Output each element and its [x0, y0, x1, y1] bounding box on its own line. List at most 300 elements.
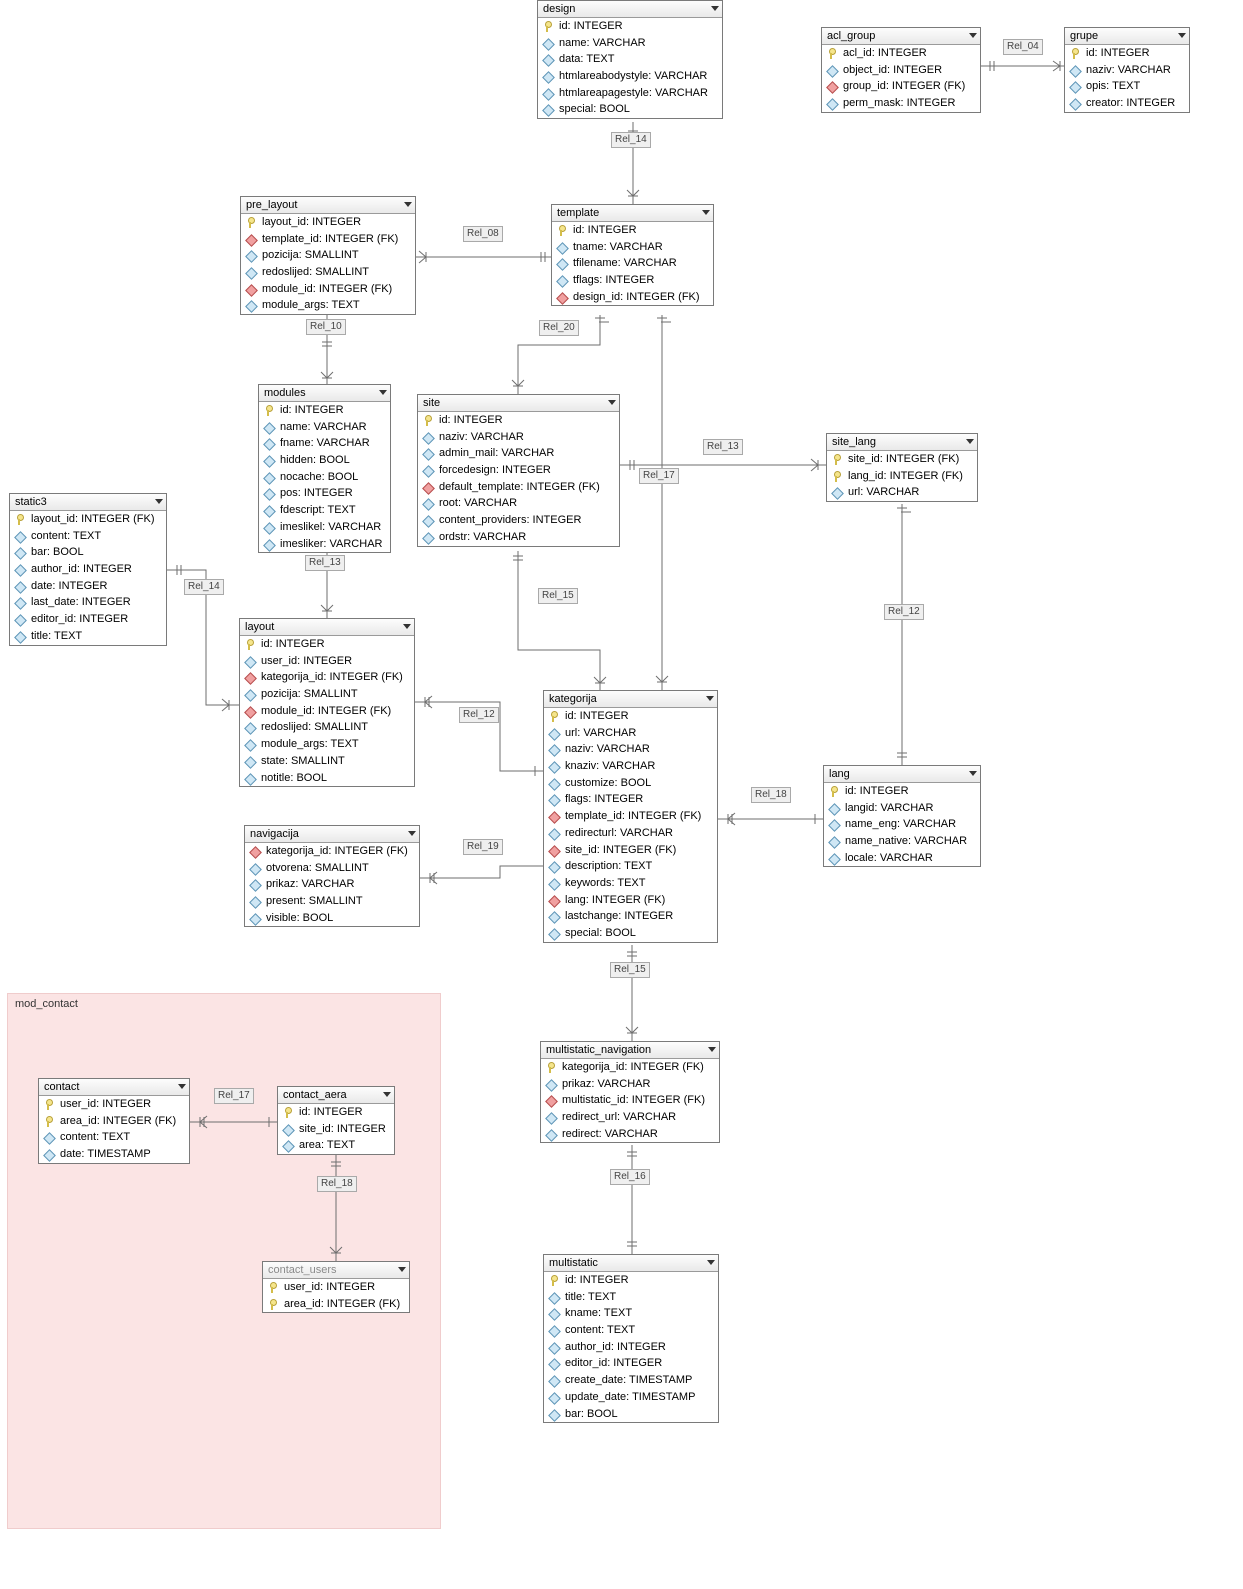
attribute-row — [1065, 78, 1189, 95]
attribute-row — [541, 1092, 719, 1109]
attribute-row — [259, 419, 390, 436]
entity-contact[interactable] — [38, 1078, 190, 1164]
attribute-row — [240, 703, 414, 720]
attribute-label: id: INTEGER — [845, 785, 909, 797]
entity-title-template — [552, 205, 713, 222]
attribute-label: hidden: BOOL — [280, 454, 350, 467]
attribute-label: id: INTEGER — [565, 1274, 629, 1286]
attribute-row — [544, 1355, 718, 1372]
attribute-label: naziv: VARCHAR — [565, 743, 650, 756]
column-icon — [14, 548, 27, 561]
column-icon — [263, 489, 276, 502]
column-icon — [14, 598, 27, 611]
attribute-row — [10, 528, 166, 545]
column-icon — [1069, 82, 1082, 95]
attribute-label: create_date: TIMESTAMP — [565, 1374, 693, 1387]
column-icon — [826, 65, 839, 78]
attribute-label: user_id: INTEGER — [60, 1098, 152, 1110]
rel-label-rel14-static3-layout: Rel_14 — [184, 579, 224, 595]
attribute-label: last_date: INTEGER — [31, 596, 131, 609]
attribute-label: pozicija: SMALLINT — [262, 249, 359, 262]
column-icon — [14, 564, 27, 577]
chevron-down-icon[interactable] — [398, 1267, 406, 1272]
column-icon — [282, 1124, 295, 1137]
entity-contact_aera[interactable] — [277, 1086, 395, 1155]
attribute-label: site_id: INTEGER (FK) — [848, 453, 960, 465]
key-icon — [546, 1062, 555, 1073]
column-icon — [548, 1309, 561, 1322]
attribute-label: creator: INTEGER — [1086, 97, 1176, 110]
entity-title-kategorija — [544, 691, 717, 708]
attribute-label: url: VARCHAR — [848, 486, 920, 499]
attribute-row — [544, 725, 717, 742]
entity-template[interactable] — [551, 204, 714, 306]
attribute-label: editor_id: INTEGER — [565, 1357, 663, 1370]
attribute-label: fdescript: TEXT — [280, 504, 356, 517]
column-icon — [245, 267, 258, 280]
attribute-row — [10, 544, 166, 561]
column-icon — [263, 539, 276, 552]
column-icon — [548, 1325, 561, 1338]
attribute-row — [245, 876, 419, 893]
attribute-row — [544, 908, 717, 925]
attribute-label: pozicija: SMALLINT — [261, 688, 358, 701]
column-icon — [828, 836, 841, 849]
chevron-down-icon[interactable] — [1178, 33, 1186, 38]
attribute-label: kategorija_id: INTEGER (FK) — [562, 1061, 704, 1073]
attribute-row — [418, 495, 619, 512]
entity-title-contact_users — [263, 1262, 409, 1279]
attribute-label: tflags: INTEGER — [573, 274, 655, 287]
attribute-row — [552, 255, 713, 272]
attribute-label: naziv: VARCHAR — [1086, 63, 1171, 76]
attribute-label: lastchange: INTEGER — [565, 910, 674, 923]
chevron-down-icon[interactable] — [706, 696, 714, 701]
attribute-row — [552, 289, 713, 306]
attribute-label: area: TEXT — [299, 1139, 356, 1152]
entity-name: pre_layout — [246, 199, 298, 211]
attribute-label: fname: VARCHAR — [280, 437, 370, 450]
attribute-row — [544, 1389, 718, 1406]
attribute-row — [1065, 95, 1189, 112]
key-icon — [44, 1099, 53, 1110]
key-icon — [423, 415, 432, 426]
column-icon — [548, 745, 561, 758]
attribute-row — [827, 468, 977, 485]
attribute-row — [259, 469, 390, 486]
column-icon — [556, 275, 569, 288]
attribute-label: name_native: VARCHAR — [845, 835, 968, 848]
attribute-label: redoslijed: SMALLINT — [262, 266, 369, 279]
attribute-label: langid: VARCHAR — [845, 801, 934, 814]
attribute-label: description: TEXT — [565, 860, 653, 873]
attribute-row — [10, 561, 166, 578]
entity-multistatic_navigation[interactable] — [540, 1041, 720, 1143]
column-icon — [542, 38, 555, 51]
entity-static3[interactable] — [9, 493, 167, 646]
attribute-label: notitle: BOOL — [261, 771, 328, 784]
entity-title-modules — [259, 385, 390, 402]
attribute-row — [544, 925, 717, 942]
attribute-row — [544, 1406, 718, 1423]
attribute-row — [10, 578, 166, 595]
column-icon — [263, 505, 276, 518]
chevron-down-icon[interactable] — [969, 33, 977, 38]
attribute-label: flags: INTEGER — [565, 793, 644, 806]
attribute-row — [822, 78, 980, 95]
rel-label-rel15-site-kategorija: Rel_15 — [538, 588, 578, 604]
column-icon — [548, 761, 561, 774]
key-icon — [832, 471, 841, 482]
entity-layout[interactable] — [239, 618, 415, 787]
attribute-row — [240, 719, 414, 736]
attribute-label: layout_id: INTEGER — [262, 216, 362, 228]
chevron-down-icon[interactable] — [708, 1047, 716, 1052]
attribute-row — [544, 741, 717, 758]
attribute-label: lang_id: INTEGER (FK) — [848, 469, 963, 482]
column-icon — [545, 1129, 558, 1142]
chevron-down-icon[interactable] — [969, 771, 977, 776]
entity-title-contact_aera — [278, 1087, 394, 1104]
column-icon — [245, 301, 258, 314]
entity-design[interactable] — [537, 0, 723, 119]
entity-name: lang — [829, 768, 850, 780]
attribute-label: special: BOOL — [565, 926, 636, 939]
attribute-label: name: VARCHAR — [280, 420, 367, 433]
column-icon — [548, 728, 561, 741]
attribute-label: object_id: INTEGER — [843, 63, 943, 76]
entity-site[interactable] — [417, 394, 620, 547]
key-icon — [549, 711, 558, 722]
attribute-row — [538, 18, 722, 35]
chevron-down-icon[interactable] — [403, 624, 411, 629]
attribute-label: name_eng: VARCHAR — [845, 818, 957, 831]
column-icon — [1069, 98, 1082, 111]
attribute-label: site_id: INTEGER — [299, 1122, 386, 1135]
attribute-row — [822, 62, 980, 79]
attribute-label: user_id: INTEGER — [284, 1281, 376, 1293]
attribute-label: state: SMALLINT — [261, 754, 345, 767]
chevron-down-icon[interactable] — [608, 400, 616, 405]
chevron-down-icon[interactable] — [178, 1084, 186, 1089]
attribute-row — [1065, 45, 1189, 62]
attribute-row — [240, 753, 414, 770]
attribute-label: id: INTEGER — [280, 404, 344, 416]
entity-title-site_lang — [827, 434, 977, 451]
column-icon — [422, 449, 435, 462]
entity-name: contact_aera — [283, 1089, 347, 1101]
attribute-label: default_template: INTEGER (FK) — [439, 480, 600, 493]
chevron-down-icon[interactable] — [966, 439, 974, 444]
attribute-label: opis: TEXT — [1086, 80, 1141, 93]
attribute-label: locale: VARCHAR — [845, 851, 933, 864]
column-icon — [14, 531, 27, 544]
column-icon — [545, 1112, 558, 1125]
entity-multistatic[interactable] — [543, 1254, 719, 1423]
key-icon — [44, 1116, 53, 1127]
attribute-row — [824, 800, 980, 817]
column-icon — [548, 1392, 561, 1405]
rel-label-rel15-kategorija-msnav: Rel_15 — [610, 962, 650, 978]
entity-name: site — [423, 397, 441, 409]
column-icon — [244, 723, 257, 736]
attribute-label: redirect_url: VARCHAR — [562, 1111, 677, 1124]
attribute-label: kategorija_id: INTEGER (FK) — [261, 671, 403, 684]
entity-name: static3 — [15, 496, 47, 508]
attribute-row — [824, 833, 980, 850]
attribute-row — [278, 1137, 394, 1154]
entity-kategorija[interactable] — [543, 690, 718, 943]
chevron-down-icon[interactable] — [711, 6, 719, 11]
attribute-label: multistatic_id: INTEGER (FK) — [562, 1094, 706, 1107]
rel-label-rel08: Rel_08 — [463, 226, 503, 242]
attribute-row — [240, 653, 414, 670]
key-icon — [283, 1107, 292, 1118]
attribute-label: redirect: VARCHAR — [562, 1127, 658, 1140]
attribute-row — [544, 892, 717, 909]
attribute-row — [241, 264, 415, 281]
column-icon — [548, 1359, 561, 1372]
entity-name: grupe — [1070, 30, 1099, 42]
attribute-row — [544, 858, 717, 875]
attribute-label: admin_mail: VARCHAR — [439, 447, 555, 460]
attribute-label: module_args: TEXT — [261, 738, 359, 751]
key-icon — [832, 454, 841, 465]
attribute-label: visible: BOOL — [266, 911, 334, 924]
attribute-label: redoslijed: SMALLINT — [261, 721, 368, 734]
entity-title-lang — [824, 766, 980, 783]
entity-name: template — [557, 207, 600, 219]
column-icon — [542, 71, 555, 84]
entity-grupe[interactable] — [1064, 27, 1190, 113]
column-icon — [249, 913, 262, 926]
foreign-key-icon — [244, 673, 257, 686]
attribute-row — [241, 247, 415, 264]
key-icon — [268, 1299, 277, 1310]
attribute-row — [544, 708, 717, 725]
column-icon — [545, 1079, 558, 1092]
rel-label-rel13-modules-layout: Rel_13 — [305, 555, 345, 571]
foreign-key-icon — [548, 811, 561, 824]
attribute-row — [240, 669, 414, 686]
entity-navigacija[interactable] — [244, 825, 420, 927]
key-icon — [829, 786, 838, 797]
attribute-row — [39, 1129, 189, 1146]
foreign-key-icon — [422, 482, 435, 495]
column-icon — [43, 1133, 56, 1146]
column-icon — [422, 515, 435, 528]
attribute-label: bar: BOOL — [565, 1407, 618, 1420]
column-icon — [422, 532, 435, 545]
column-icon — [542, 105, 555, 118]
attribute-label: htmlareabodystyle: VARCHAR — [559, 70, 708, 83]
attribute-label: update_date: TIMESTAMP — [565, 1390, 696, 1403]
entity-title-contact — [39, 1079, 189, 1096]
attribute-row — [822, 95, 980, 112]
attribute-label: title: TEXT — [31, 629, 83, 642]
attribute-row — [278, 1121, 394, 1138]
column-icon — [263, 472, 276, 485]
rel-label-rel10: Rel_10 — [306, 319, 346, 335]
foreign-key-icon — [548, 845, 561, 858]
foreign-key-icon — [826, 82, 839, 95]
attribute-row — [418, 529, 619, 546]
column-icon — [422, 465, 435, 478]
chevron-down-icon[interactable] — [707, 1260, 715, 1265]
column-icon — [548, 861, 561, 874]
attribute-label: content: TEXT — [565, 1324, 636, 1337]
rel-label-rel13-site-sitelang: Rel_13 — [703, 439, 743, 455]
attribute-row — [538, 35, 722, 52]
attribute-row — [544, 875, 717, 892]
chevron-down-icon[interactable] — [379, 390, 387, 395]
attribute-row — [1065, 62, 1189, 79]
entity-name: design — [543, 3, 576, 15]
column-icon — [244, 773, 257, 786]
entity-title-grupe — [1065, 28, 1189, 45]
entity-name: modules — [264, 387, 306, 399]
group-label: mod_contact — [15, 998, 78, 1010]
foreign-key-icon — [548, 895, 561, 908]
column-icon — [548, 911, 561, 924]
attribute-row — [241, 281, 415, 298]
attribute-row — [259, 536, 390, 553]
column-icon — [548, 928, 561, 941]
attribute-label: bar: BOOL — [31, 546, 84, 559]
attribute-label: nocache: BOOL — [280, 470, 359, 483]
attribute-row — [544, 1289, 718, 1306]
entity-title-pre_layout — [241, 197, 415, 214]
attribute-row — [544, 775, 717, 792]
attribute-row — [541, 1109, 719, 1126]
entity-name: multistatic_navigation — [546, 1044, 652, 1056]
chevron-down-icon[interactable] — [408, 831, 416, 836]
entity-name: layout — [245, 621, 275, 633]
attribute-label: id: INTEGER — [1086, 47, 1150, 59]
attribute-row — [544, 842, 717, 859]
entity-lang[interactable] — [823, 765, 981, 867]
attribute-row — [552, 222, 713, 239]
attribute-row — [240, 636, 414, 653]
attribute-row — [10, 611, 166, 628]
chevron-down-icon[interactable] — [702, 210, 710, 215]
attribute-row — [541, 1126, 719, 1143]
entity-modules[interactable] — [258, 384, 391, 553]
attribute-label: present: SMALLINT — [266, 895, 363, 908]
attribute-label: otvorena: SMALLINT — [266, 861, 369, 874]
attribute-row — [241, 214, 415, 231]
entity-acl_group[interactable] — [821, 27, 981, 113]
attribute-label: id: INTEGER — [299, 1106, 363, 1118]
column-icon — [831, 488, 844, 501]
entity-pre_layout[interactable] — [240, 196, 416, 315]
attribute-row — [10, 594, 166, 611]
attribute-row — [824, 816, 980, 833]
attribute-row — [827, 484, 977, 501]
column-icon — [245, 251, 258, 264]
foreign-key-icon — [556, 292, 569, 305]
attribute-row — [538, 68, 722, 85]
attribute-label: title: TEXT — [565, 1290, 617, 1303]
entity-title-navigacija — [245, 826, 419, 843]
entity-name: site_lang — [832, 436, 877, 448]
attribute-label: template_id: INTEGER (FK) — [565, 810, 702, 823]
attribute-label: module_id: INTEGER (FK) — [262, 282, 393, 295]
attribute-label: kategorija_id: INTEGER (FK) — [266, 845, 408, 857]
column-icon — [14, 581, 27, 594]
attribute-row — [39, 1096, 189, 1113]
column-icon — [548, 1375, 561, 1388]
attribute-label: data: TEXT — [559, 53, 615, 66]
column-icon — [548, 828, 561, 841]
chevron-down-icon[interactable] — [404, 202, 412, 207]
attribute-label: layout_id: INTEGER (FK) — [31, 513, 155, 525]
attribute-row — [259, 485, 390, 502]
attribute-row — [418, 429, 619, 446]
foreign-key-icon — [244, 706, 257, 719]
attribute-row — [245, 893, 419, 910]
attribute-label: content: TEXT — [31, 529, 102, 542]
attribute-label: editor_id: INTEGER — [31, 613, 129, 626]
attribute-row — [240, 686, 414, 703]
attribute-label: content_providers: INTEGER — [439, 514, 582, 527]
key-icon — [543, 21, 552, 32]
column-icon — [828, 803, 841, 816]
attribute-row — [824, 850, 980, 867]
attribute-label: url: VARCHAR — [565, 726, 637, 739]
attribute-label: acl_id: INTEGER — [843, 47, 927, 59]
entity-title-multistatic — [544, 1255, 718, 1272]
attribute-row — [824, 783, 980, 800]
attribute-label: kname: TEXT — [565, 1307, 633, 1320]
attribute-row — [263, 1296, 409, 1313]
attribute-label: module_id: INTEGER (FK) — [261, 704, 392, 717]
column-icon — [556, 259, 569, 272]
column-icon — [828, 820, 841, 833]
attribute-label: date: INTEGER — [31, 579, 108, 592]
key-icon — [15, 514, 24, 525]
attribute-row — [259, 435, 390, 452]
attribute-row — [245, 910, 419, 927]
key-icon — [557, 225, 566, 236]
attribute-row — [10, 511, 166, 528]
chevron-down-icon[interactable] — [155, 499, 163, 504]
entity-title-site — [418, 395, 619, 412]
attribute-row — [544, 1339, 718, 1356]
column-icon — [828, 853, 841, 866]
attribute-row — [827, 451, 977, 468]
chevron-down-icon[interactable] — [383, 1092, 391, 1097]
entity-contact_users[interactable] — [262, 1261, 410, 1313]
attribute-row — [544, 1322, 718, 1339]
column-icon — [548, 1292, 561, 1305]
entity-name: kategorija — [549, 693, 597, 705]
attribute-label: tname: VARCHAR — [573, 240, 663, 253]
entity-site_lang[interactable] — [826, 433, 978, 502]
key-icon — [268, 1282, 277, 1293]
attribute-label: user_id: INTEGER — [261, 654, 353, 667]
key-icon — [245, 639, 254, 650]
attribute-row — [544, 791, 717, 808]
attribute-row — [552, 239, 713, 256]
entity-title-acl_group — [822, 28, 980, 45]
foreign-key-icon — [245, 234, 258, 247]
attribute-label: id: INTEGER — [559, 20, 623, 32]
column-icon — [263, 455, 276, 468]
attribute-label: area_id: INTEGER (FK) — [284, 1297, 401, 1310]
rel-label-rel17-contact-aera: Rel_17 — [214, 1088, 254, 1104]
column-icon — [249, 896, 262, 909]
